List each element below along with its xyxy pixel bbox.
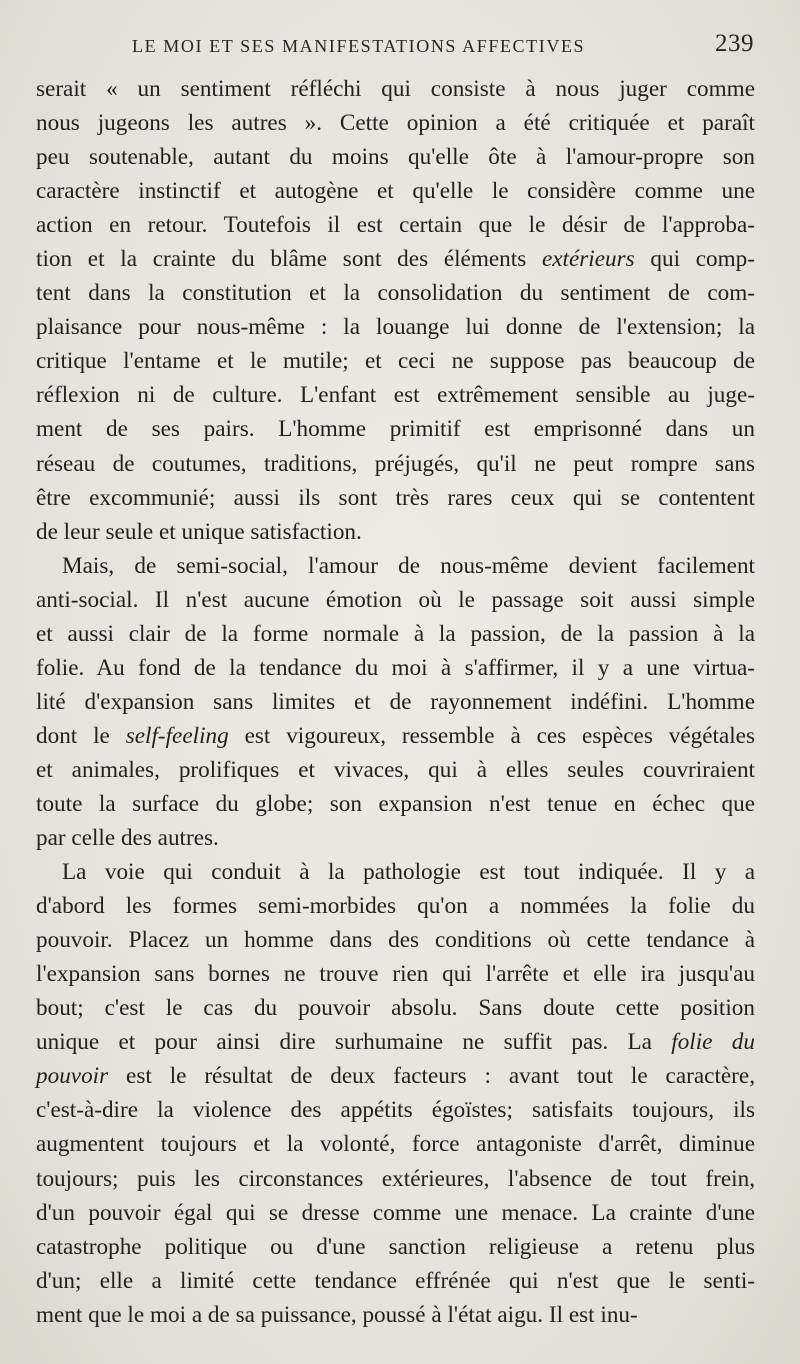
text-line: nous jugeons les autres ». Cette opinion a été critiquée et paraît [36, 110, 755, 137]
text-line: dont le self-feeling est vigoureux, ressemble à ces espèces végétales [36, 722, 755, 749]
text-line: lité d'expansion sans limites et de rayonnement indéfini. L'homme [36, 688, 755, 715]
text-line: bout; c'est le cas du pouvoir absolu. Sans doute cette position [36, 995, 755, 1022]
text-line: d'un; elle a limité cette tendance effrénée qui n'est que le senti- [36, 1267, 755, 1294]
text-line: catastrophe politique ou d'une sanction religieuse a retenu plus [36, 1233, 755, 1260]
text-line: d'un pouvoir égal qui se dresse comme une menace. La crainte d'une [36, 1199, 755, 1226]
body-text [36, 72, 755, 1332]
text-line: d'abord les formes semi-morbides qu'on a nommées la folie du [36, 893, 755, 920]
text-line: augmentent toujours et la volonté, force antagoniste d'arrêt, diminue [36, 1131, 755, 1158]
text-line: anti-social. Il n'est aucune émotion où le passage soit aussi simple [36, 586, 755, 613]
text-line: de leur seule et unique satisfaction. [36, 518, 362, 545]
text-line: action en retour. Toutefois il est certain que le désir de l'approba- [36, 212, 755, 239]
text-line: être excommunié; aussi ils sont très rares ceux qui se contentent [36, 484, 755, 511]
page-number: 239 [715, 30, 754, 57]
text-line: ment que le moi a de sa puissance, poussé à l'état aigu. Il est inu- [36, 1301, 638, 1328]
text-line: Mais, de semi-social, l'amour de nous-même devient facilement [62, 552, 755, 579]
paragraph [36, 549, 755, 855]
text-line: folie. Au fond de la tendance du moi à s'affirmer, il y a une virtua- [36, 654, 755, 681]
paragraph [36, 855, 755, 1332]
text-line: pouvoir est le résultat de deux facteurs : avant tout le caractère, [36, 1063, 755, 1090]
text-line: ment de ses pairs. L'homme primitif est emprisonné dans un [36, 416, 755, 443]
running-title: LE MOI ET SES MANIFESTATIONS AFFECTIVES [132, 36, 586, 56]
text-line: réflexion ni de culture. L'enfant est extrêmement sensible au juge- [36, 382, 755, 409]
text-line: critique l'entame et le mutile; et ceci ne suppose pas beaucoup de [36, 348, 755, 375]
running-head [36, 28, 754, 68]
text-line: pouvoir. Placez un homme dans des conditions où cette tendance à [36, 927, 755, 954]
italic-text: folie du [671, 1029, 755, 1056]
text-line: c'est-à-dire la violence des appétits égoïstes; satisfaits toujours, ils [36, 1097, 755, 1124]
italic-text: self-feeling [125, 722, 229, 749]
text-line: toute la surface du globe; son expansion n'est tenue en échec que [36, 790, 755, 817]
text-line: unique et pour ainsi dire surhumaine ne suffit pas. La folie du [36, 1029, 755, 1056]
italic-text: extérieurs [541, 246, 635, 273]
text-line: serait « un sentiment réfléchi qui consiste à nous juger comme [36, 76, 755, 102]
paragraph [36, 72, 755, 549]
text-line: toujours; puis les circonstances extérieures, l'absence de tout frein, [36, 1165, 755, 1192]
text-line: et aussi clair de la forme normale à la passion, de la passion à la [36, 620, 755, 647]
text-line: par celle des autres. [36, 825, 219, 852]
text-line: et animales, prolifiques et vivaces, qui à elles seules couvriraient [36, 756, 755, 783]
text-line: La voie qui conduit à la pathologie est tout indiquée. Il y a [62, 859, 755, 886]
text-line: tent dans la constitution et la consolidation du sentiment de com- [36, 280, 755, 307]
text-line: caractère instinctif et autogène et qu'elle le considère comme une [36, 178, 755, 205]
italic-text: pouvoir [36, 1063, 109, 1090]
text-line: peu soutenable, autant du moins qu'elle ôte à l'amour-propre son [36, 144, 755, 171]
text-line: l'expansion sans bornes ne trouve rien qui l'arrête et elle ira jusqu'au [36, 961, 755, 988]
text-line: tion et la crainte du blâme sont des éléments extérieurs qui comp- [36, 246, 755, 273]
text-line: plaisance pour nous-même : la louange lui donne de l'extension; la [36, 314, 755, 341]
text-line: réseau de coutumes, traditions, préjugés, qu'il ne peut rompre sans [36, 450, 755, 477]
